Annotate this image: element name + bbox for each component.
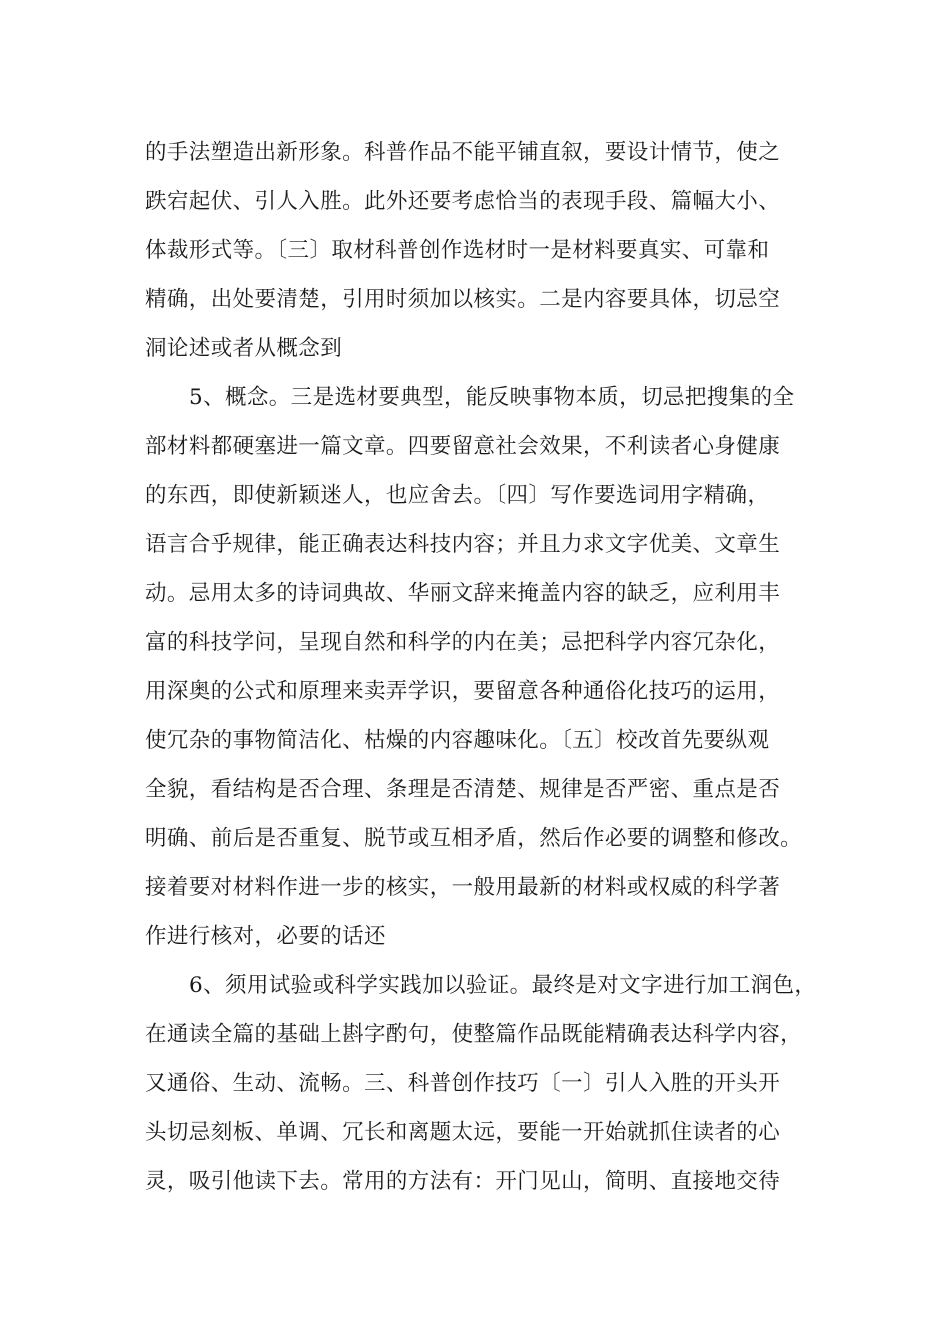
text-line: 洞论述或者从概念到	[145, 336, 343, 361]
text-line: 用深奥的公式和原理来卖弄学识，要留意各种通俗化技巧的运用，	[145, 679, 781, 704]
paragraph-3	[145, 961, 835, 1206]
text-line: 语言合乎规律，能正确表达科技内容；并且力求文字优美、文章生	[145, 532, 781, 557]
text-line: 全貌，看结构是否合理、条理是否清楚、规律是否严密、重点是否	[145, 777, 781, 802]
text-line: 使冗杂的事物简洁化、枯燥的内容趣味化。〔五〕校改首先要纵观	[145, 728, 770, 753]
text-line: 的东西，即使新颖迷人，也应舍去。〔四〕写作要选词用字精确，	[145, 483, 770, 508]
text-line: 接着要对材料作进一步的核实，一般用最新的材料或权威的科学著	[145, 875, 781, 900]
text-line: 头切忌刻板、单调、冗长和离题太远，要能一开始就抓住读者的心	[145, 1120, 781, 1145]
text-line: 精确，出处要清楚，引用时须加以核实。二是内容要具体，切忌空	[145, 287, 781, 312]
text-line: 作进行核对，必要的话还	[145, 924, 386, 949]
text-line: 体裁形式等。〔三〕取材科普创作选材时一是材料要真实、可靠和	[145, 238, 770, 263]
paragraph-1	[145, 128, 835, 373]
text-line: 灵，吸引他读下去。常用的方法有：开门见山，简明、直接地交待	[145, 1169, 781, 1194]
text-line: 在通读全篇的基础上斟字酌句，使整篇作品既能精确表达科学内容，	[145, 1022, 803, 1047]
text-line: 富的科技学问，呈现自然和科学的内在美；忌把科学内容冗杂化，	[145, 630, 781, 655]
body-text	[145, 128, 835, 1206]
paragraph-2	[145, 373, 835, 961]
text-line: 明确、前后是否重复、脱节或互相矛盾，然后作必要的调整和修改。	[145, 826, 803, 851]
text-line: 动。忌用太多的诗词典故、华丽文辞来掩盖内容的缺乏，应利用丰	[145, 581, 781, 606]
text-line: 的手法塑造出新形象。科普作品不能平铺直叙，要设计情节，使之	[145, 140, 781, 165]
text-line: 又通俗、生动、流畅。三、科普创作技巧〔一〕引人入胜的开头开	[145, 1071, 781, 1096]
text-line: 5、概念。三是选材要典型，能反映事物本质，切忌把搜集的全	[189, 385, 795, 410]
text-line: 跌宕起伏、引人入胜。此外还要考虑恰当的表现手段、篇幅大小、	[145, 189, 781, 214]
text-line: 部材料都硬塞进一篇文章。四要留意社会效果，不利读者心身健康	[145, 434, 781, 459]
text-line: 6、须用试验或科学实践加以验证。最终是对文字进行加工润色，	[189, 973, 817, 998]
